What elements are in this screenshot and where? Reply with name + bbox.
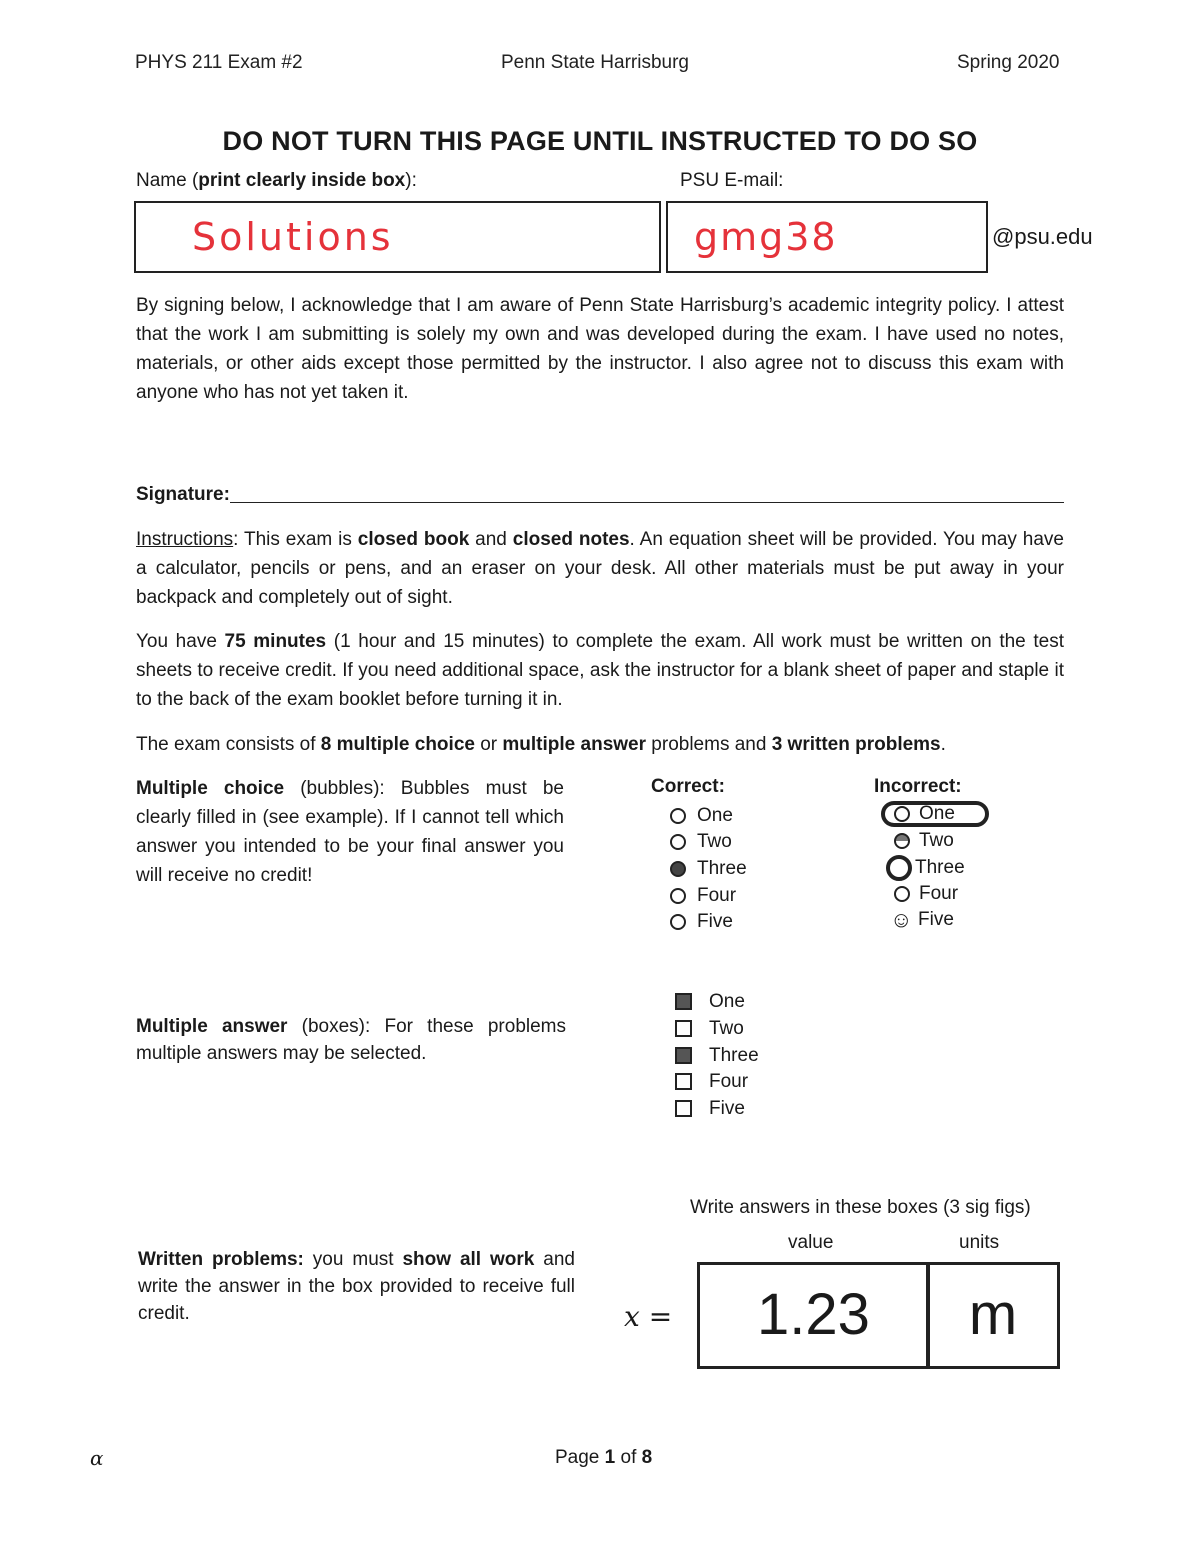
correct-option: Two (670, 829, 732, 855)
answer-box-caption: Write answers in these boxes (3 sig figs) (690, 1197, 1031, 1218)
signature-line[interactable] (230, 502, 1064, 503)
bubble-icon (670, 808, 686, 824)
name-value: Solutions (192, 215, 394, 259)
name-field[interactable] (134, 201, 661, 273)
name-label: Name (print clearly inside box): (136, 170, 417, 191)
checkbox-icon (675, 1073, 692, 1090)
checkbox-option: One (675, 989, 745, 1015)
incorrect-option: Four (894, 881, 958, 907)
email-value: gmg38 (694, 215, 838, 259)
bubble-icon (670, 914, 686, 930)
course-label: PHYS 211 Exam #2 (135, 52, 303, 73)
institution-label: Penn State Harrisburg (501, 52, 689, 73)
multiple-choice-description: Multiple choice (bubbles): Bubbles must be clearly filled in (see example). If I cannot tell which answer you intended to be your final answer you will receive no credit! (136, 778, 564, 886)
bubble-icon (670, 834, 686, 850)
email-domain: @psu.edu (992, 224, 1093, 249)
correct-option: Five (670, 909, 733, 935)
page-title: DO NOT TURN THIS PAGE UNTIL INSTRUCTED TO DO SO (222, 126, 978, 156)
instructions-paragraph-3: The exam consists of 8 multiple choice or multiple answer problems and 3 written problems. (136, 734, 946, 755)
incorrect-option: Three (886, 855, 965, 881)
value-heading: value (788, 1232, 834, 1253)
instructions-paragraph-2: You have 75 minutes (1 hour and 15 minutes) to complete the exam. All work must be written on the test sheets to receive credit. If you need additional space, ask the instructor for a blank sheet of paper and staple it to the back of the exam booklet before turning it in. (136, 631, 1064, 710)
value-answer-box[interactable] (697, 1262, 930, 1369)
term-label: Spring 2020 (957, 52, 1060, 73)
variable-label: x = (624, 1300, 673, 1333)
corner-mark: α (90, 1446, 104, 1470)
incorrect-heading: Incorrect: (874, 776, 962, 797)
checked-box-icon (675, 993, 692, 1010)
incorrect-option: ☺ Five (890, 907, 954, 932)
checkbox-option: Five (675, 1096, 745, 1122)
bubble-icon (894, 806, 910, 822)
correct-option: One (670, 803, 733, 829)
email-label: PSU E-mail: (680, 170, 784, 191)
email-field[interactable] (666, 201, 988, 273)
smiley-icon: ☺ (890, 907, 913, 932)
checkbox-option: Two (675, 1016, 744, 1042)
correct-option: Four (670, 883, 736, 909)
checkbox-icon (675, 1100, 692, 1117)
instructions-paragraph-1: Instructions: This exam is closed book and closed notes. An equation sheet will be provided. You may have a calculator, pencils or pens, and an eraser on your desk. All other materials must be put away in your backpack and completely out of sight. (136, 529, 1064, 608)
bubble-icon (894, 886, 910, 902)
checkbox-option: Three (675, 1043, 759, 1069)
correct-option: Three (670, 856, 747, 882)
page-number: Page 1 of 8 (555, 1447, 653, 1468)
multiple-answer-description: Multiple answer (boxes): For these problems multiple answers may be selected. (136, 1016, 566, 1064)
filled-bubble-icon (670, 861, 686, 877)
checkbox-option: Four (675, 1069, 748, 1095)
circled-bubble-icon (886, 855, 912, 881)
incorrect-option: One (894, 801, 955, 827)
units-heading: units (959, 1232, 1000, 1253)
written-problems-description: Written problems: you must show all work and write the answer in the box provided to receive full credit. (138, 1249, 575, 1324)
integrity-statement: By signing below, I acknowledge that I am aware of Penn State Harrisburg’s academic integrity policy. I attest that the work I am submitting is solely my own and was developed during the exam. I have used no notes, materials, or other aids except those permitted by the instructor. I also agree not to discuss this exam with anyone who has not yet taken it. (136, 295, 1064, 403)
checkbox-icon (675, 1020, 692, 1037)
checked-box-icon (675, 1047, 692, 1064)
incorrect-option: Two (894, 828, 954, 854)
correct-heading: Correct: (651, 776, 725, 797)
units-answer-box[interactable] (926, 1262, 1060, 1369)
example-units: m (968, 1282, 1018, 1347)
signature-label: Signature: (136, 484, 230, 505)
half-filled-bubble-icon (894, 833, 910, 849)
example-value: 1.23 (757, 1282, 870, 1347)
bubble-icon (670, 888, 686, 904)
